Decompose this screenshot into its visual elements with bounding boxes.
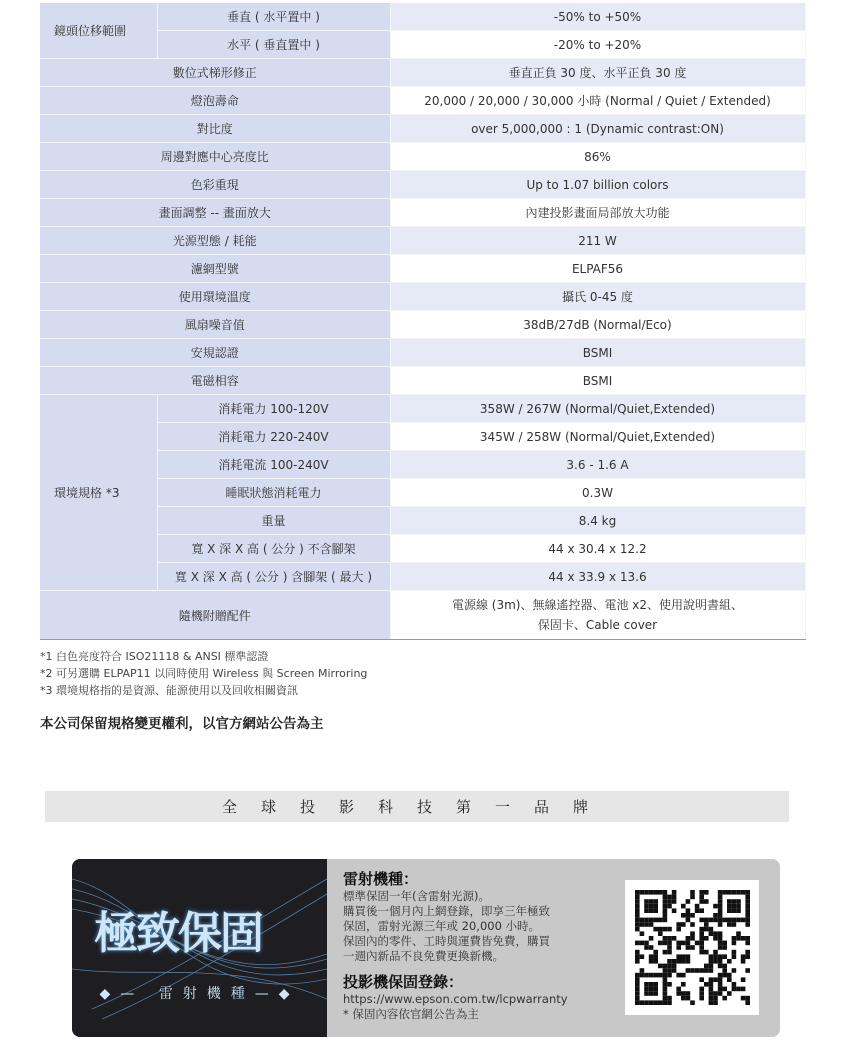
spec-label: 消耗電流 100-240V xyxy=(157,451,390,479)
logo-subtitle-text: 雷射機種 xyxy=(158,986,255,1002)
table-row xyxy=(40,339,805,367)
footnote: *1 白色亮度符合 ISO21118 & ANSI 標準認證 xyxy=(40,650,269,663)
table-row xyxy=(40,199,805,227)
logo-subtitle: ◆— 雷射機種—◆ xyxy=(99,986,300,1002)
group-label: 鏡頭位移範圍 xyxy=(40,3,157,59)
spec-value: 44 x 30.4 x 12.2 xyxy=(390,535,805,563)
spec-label: 濾網型號 xyxy=(40,255,390,283)
accessories-line: 保固卡、Cable cover xyxy=(537,618,658,632)
spec-value: 345W / 258W (Normal/Quiet,Extended) xyxy=(390,423,805,451)
register-note: * 保固內容依官網公告為主 xyxy=(343,1007,479,1021)
disclaimer: 本公司保留規格變更權利，以官方網站公告為主 xyxy=(40,716,324,732)
spec-value: BSMI xyxy=(390,339,805,367)
table-row xyxy=(40,367,805,395)
footnote: *2 可另選購 ELPAP11 以同時使用 Wireless 與 Screen Mirroring xyxy=(40,667,368,680)
spec-value xyxy=(390,591,805,640)
spec-value: -20% to +20% xyxy=(390,31,805,59)
spec-label: 電磁相容 xyxy=(40,367,390,395)
footnote: *3 環境規格指的是資源、能源使用以及回收相關資訊 xyxy=(40,684,298,697)
table-row xyxy=(40,311,805,339)
laser-line: 標準保固一年(含雷射光源)。 xyxy=(343,889,490,903)
spec-value: over 5,000,000 : 1 (Dynamic contrast:ON) xyxy=(390,115,805,143)
qr-code[interactable] xyxy=(625,880,759,1015)
spec-value: 0.3W xyxy=(390,479,805,507)
spec-label: 寬 X 深 X 高 ( 公分 ) 不含腳架 xyxy=(157,535,390,563)
spec-label: 色彩重現 xyxy=(40,171,390,199)
register-heading: 投影機保固登錄： xyxy=(343,973,464,991)
spec-label: 光源型態 / 耗能 xyxy=(40,227,390,255)
laser-heading: 雷射機種： xyxy=(343,870,419,888)
spec-value: 垂直正負 30 度、水平正負 30 度 xyxy=(390,59,805,87)
spec-label: 安規認證 xyxy=(40,339,390,367)
slogan-bar: 全球投影科技第一品牌 xyxy=(45,791,789,822)
logo-title: 極致保固 xyxy=(94,908,262,959)
table-row xyxy=(40,591,805,640)
spec-label: 寬 X 深 X 高 ( 公分 ) 含腳架 ( 最大 ) xyxy=(157,563,390,591)
laser-line: 購買後一個月內上網登錄，即享三年極致 xyxy=(343,904,550,918)
table-row xyxy=(40,115,805,143)
group-label: 環境規格 *3 xyxy=(40,395,157,591)
accessories-line: 電源線 (3m)、無線遙控器、電池 x2、使用說明書組、 xyxy=(451,598,744,612)
spec-value: BSMI xyxy=(390,367,805,395)
table-row xyxy=(40,143,805,171)
spec-label: 燈泡壽命 xyxy=(40,87,390,115)
spec-value: ELPAF56 xyxy=(390,255,805,283)
spec-value: 3.6 - 1.6 A xyxy=(390,451,805,479)
laser-line: 保固內的零件、工時與運費皆免費，購買 xyxy=(343,934,550,948)
register-url[interactable]: https://www.epson.com.tw/lcpwarranty xyxy=(343,992,568,1006)
table-row xyxy=(40,59,805,87)
spec-value: 44 x 33.9 x 13.6 xyxy=(390,563,805,591)
spec-value: -50% to +50% xyxy=(390,3,805,31)
spec-label: 周邊對應中心亮度比 xyxy=(40,143,390,171)
table-row xyxy=(40,283,805,311)
spec-value: 內建投影畫面局部放大功能 xyxy=(390,199,805,227)
spec-value: 20,000 / 20,000 / 30,000 小時 (Normal / Quiet / Extended) xyxy=(390,87,805,115)
spec-label: 水平 ( 垂直置中 ) xyxy=(157,31,390,59)
table-row xyxy=(40,87,805,115)
warranty-info xyxy=(327,859,633,1037)
spec-value: Up to 1.07 billion colors xyxy=(390,171,805,199)
spec-value: 38dB/27dB (Normal/Eco) xyxy=(390,311,805,339)
spec-label: 畫面調整 -- 畫面放大 xyxy=(40,199,390,227)
spec-table xyxy=(40,3,806,640)
spec-label: 對比度 xyxy=(40,115,390,143)
spec-label: 風扇噪音值 xyxy=(40,311,390,339)
spec-label: 使用環境溫度 xyxy=(40,283,390,311)
table-row xyxy=(40,171,805,199)
spec-value: 攝氏 0-45 度 xyxy=(390,283,805,311)
spec-value: 8.4 kg xyxy=(390,507,805,535)
table-row xyxy=(40,227,805,255)
warranty-banner xyxy=(72,859,780,1037)
qr-code-icon xyxy=(625,880,759,1015)
spec-label: 垂直 ( 水平置中 ) xyxy=(157,3,390,31)
table-row xyxy=(40,255,805,283)
spec-value: 211 W xyxy=(390,227,805,255)
spec-label: 消耗電力 220-240V xyxy=(157,423,390,451)
laser-line: 一週內新品不良免費更換新機。 xyxy=(343,949,504,963)
spec-label: 重量 xyxy=(157,507,390,535)
warranty-logo xyxy=(72,859,327,1037)
spec-value: 86% xyxy=(390,143,805,171)
spec-label: 隨機附贈配件 xyxy=(40,591,390,640)
spec-label: 睡眠狀態消耗電力 xyxy=(157,479,390,507)
spec-value: 358W / 267W (Normal/Quiet,Extended) xyxy=(390,395,805,423)
spec-label: 消耗電力 100-120V xyxy=(157,395,390,423)
spec-label: 數位式梯形修正 xyxy=(40,59,390,87)
footnotes xyxy=(40,648,367,699)
laser-line: 保固，雷射光源三年或 20,000 小時。 xyxy=(343,919,541,933)
table-row xyxy=(40,3,805,31)
table-row xyxy=(40,395,805,423)
